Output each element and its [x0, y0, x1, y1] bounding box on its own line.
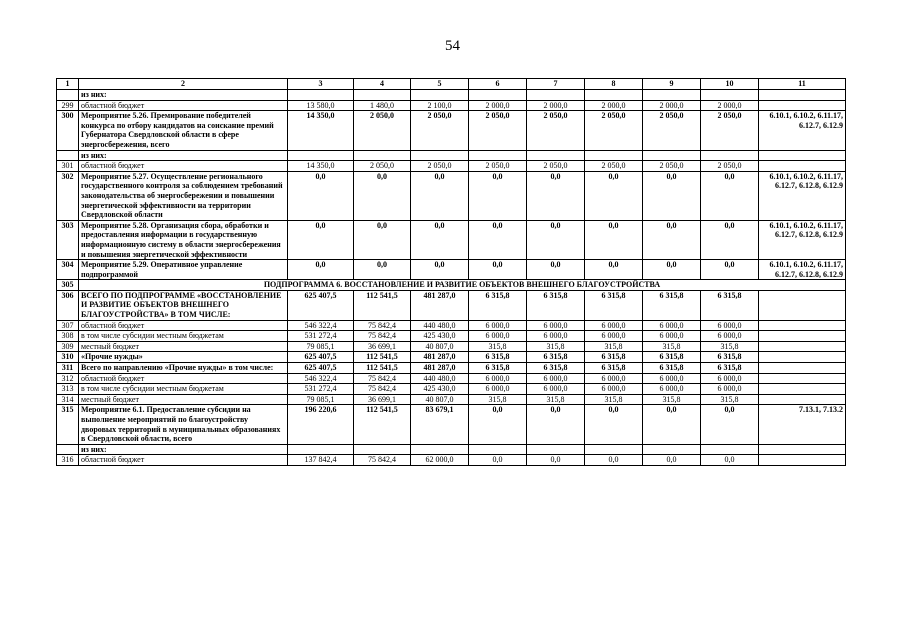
row-number: 303 — [57, 220, 79, 259]
row-value: 315,8 — [469, 341, 527, 352]
row-number: 313 — [57, 384, 79, 395]
row-value — [469, 444, 527, 455]
row-number: 300 — [57, 111, 79, 150]
table-row — [57, 384, 846, 395]
row-description: областной бюджет — [79, 161, 288, 172]
row-value: 2 050,0 — [411, 111, 469, 150]
row-value: 112 541,5 — [354, 405, 411, 444]
row-value: 2 050,0 — [354, 111, 411, 150]
table-row — [57, 373, 846, 384]
row-value: 0,0 — [643, 171, 701, 220]
row-value — [469, 90, 527, 101]
row-description: областной бюджет — [79, 455, 288, 466]
column-header: 5 — [411, 79, 469, 90]
row-value: 425 430,0 — [411, 331, 469, 342]
row-value: 83 679,1 — [411, 405, 469, 444]
table-row — [57, 363, 846, 374]
row-value — [411, 444, 469, 455]
row-value: 6 000,0 — [701, 320, 759, 331]
row-value: 0,0 — [643, 405, 701, 444]
row-value: 6 000,0 — [643, 384, 701, 395]
row-value: 425 430,0 — [411, 384, 469, 395]
row-target-refs — [759, 455, 846, 466]
row-value: 2 050,0 — [701, 111, 759, 150]
row-value: 0,0 — [701, 171, 759, 220]
row-number: 308 — [57, 331, 79, 342]
column-header: 9 — [643, 79, 701, 90]
row-value: 481 287,0 — [411, 290, 469, 320]
row-value: 0,0 — [527, 455, 585, 466]
table-row — [57, 161, 846, 172]
row-value: 315,8 — [585, 341, 643, 352]
row-value: 40 807,0 — [411, 341, 469, 352]
row-value — [469, 150, 527, 161]
table-row — [57, 331, 846, 342]
row-number: 302 — [57, 171, 79, 220]
row-number: 312 — [57, 373, 79, 384]
row-number — [57, 90, 79, 101]
row-value: 440 480,0 — [411, 320, 469, 331]
row-value: 6 000,0 — [643, 320, 701, 331]
row-value — [643, 90, 701, 101]
row-value: 6 315,8 — [643, 363, 701, 374]
row-target-refs — [759, 161, 846, 172]
row-value — [411, 150, 469, 161]
row-value: 112 541,5 — [354, 352, 411, 363]
row-value: 2 050,0 — [469, 111, 527, 150]
row-value — [354, 150, 411, 161]
row-value: 0,0 — [411, 171, 469, 220]
row-description: областной бюджет — [79, 100, 288, 111]
row-value — [288, 444, 354, 455]
row-value: 6 000,0 — [701, 331, 759, 342]
row-value: 2 050,0 — [411, 161, 469, 172]
row-value — [354, 444, 411, 455]
row-value: 75 842,4 — [354, 373, 411, 384]
row-value: 62 000,0 — [411, 455, 469, 466]
row-value: 2 050,0 — [643, 111, 701, 150]
row-value: 0,0 — [469, 455, 527, 466]
row-value: 6 000,0 — [585, 373, 643, 384]
row-value: 2 000,0 — [469, 100, 527, 111]
row-value: 0,0 — [643, 220, 701, 259]
row-value: 625 407,5 — [288, 290, 354, 320]
row-value — [701, 90, 759, 101]
row-value: 0,0 — [354, 260, 411, 280]
row-value: 625 407,5 — [288, 363, 354, 374]
row-target-refs — [759, 373, 846, 384]
row-value: 2 000,0 — [701, 100, 759, 111]
row-value: 0,0 — [354, 220, 411, 259]
row-value: 1 480,0 — [354, 100, 411, 111]
row-value: 6 000,0 — [527, 331, 585, 342]
row-target-refs — [759, 331, 846, 342]
row-value: 6 000,0 — [527, 384, 585, 395]
row-value: 6 315,8 — [585, 352, 643, 363]
row-value: 79 085,1 — [288, 341, 354, 352]
row-value — [585, 90, 643, 101]
row-target-refs — [759, 384, 846, 395]
row-value: 13 580,0 — [288, 100, 354, 111]
row-value: 315,8 — [469, 394, 527, 405]
row-value: 6 315,8 — [469, 363, 527, 374]
row-value: 6 315,8 — [527, 352, 585, 363]
row-value: 40 807,0 — [411, 394, 469, 405]
row-value: 481 287,0 — [411, 352, 469, 363]
row-description: из них: — [79, 90, 288, 101]
row-number — [57, 444, 79, 455]
row-description: областной бюджет — [79, 320, 288, 331]
row-value: 0,0 — [469, 171, 527, 220]
row-description: областной бюджет — [79, 373, 288, 384]
row-value: 315,8 — [701, 394, 759, 405]
row-value: 481 287,0 — [411, 363, 469, 374]
row-value: 2 000,0 — [643, 100, 701, 111]
row-value: 315,8 — [643, 394, 701, 405]
row-value: 6 315,8 — [585, 363, 643, 374]
row-value: 0,0 — [411, 260, 469, 280]
column-header: 11 — [759, 79, 846, 90]
row-number — [57, 150, 79, 161]
column-header: 7 — [527, 79, 585, 90]
table-row — [57, 111, 846, 150]
row-value: 6 000,0 — [643, 331, 701, 342]
table-row — [57, 290, 846, 320]
row-value: 2 050,0 — [527, 161, 585, 172]
row-value: 0,0 — [701, 405, 759, 444]
row-value: 14 350,0 — [288, 111, 354, 150]
row-value: 6 000,0 — [585, 320, 643, 331]
row-value: 0,0 — [585, 260, 643, 280]
row-number: 301 — [57, 161, 79, 172]
row-value: 6 315,8 — [701, 352, 759, 363]
row-target-refs — [759, 320, 846, 331]
row-value: 625 407,5 — [288, 352, 354, 363]
row-value — [585, 150, 643, 161]
row-value: 2 050,0 — [643, 161, 701, 172]
row-target-refs — [759, 341, 846, 352]
row-value — [585, 444, 643, 455]
row-value: 2 000,0 — [527, 100, 585, 111]
row-target-refs: 6.10.1, 6.10.2, 6.11.17, 6.12.7, 6.12.8, 6.12.9 — [759, 260, 846, 280]
row-value: 6 315,8 — [701, 363, 759, 374]
column-header: 1 — [57, 79, 79, 90]
row-value: 6 000,0 — [469, 320, 527, 331]
row-description: Мероприятие 6.1. Предоставление субсидии на выполнение мероприятий по благоустройству дворовых территорий в муниципальных образованиях в Свердловской области, всего — [79, 405, 288, 444]
row-value: 6 000,0 — [701, 384, 759, 395]
row-value: 137 842,4 — [288, 455, 354, 466]
row-value: 6 000,0 — [527, 320, 585, 331]
row-number: 311 — [57, 363, 79, 374]
row-value: 0,0 — [527, 405, 585, 444]
row-value: 0,0 — [288, 220, 354, 259]
row-value: 36 699,1 — [354, 394, 411, 405]
row-target-refs — [759, 444, 846, 455]
page-number: 54 — [445, 38, 460, 54]
row-number: 299 — [57, 100, 79, 111]
table-row — [57, 405, 846, 444]
row-number: 314 — [57, 394, 79, 405]
row-target-refs: 6.10.1, 6.10.2, 6.11.17, 6.12.7, 6.12.9 — [759, 111, 846, 150]
row-value: 315,8 — [643, 341, 701, 352]
row-description: «Прочие нужды» — [79, 352, 288, 363]
row-value — [701, 444, 759, 455]
row-value: 75 842,4 — [354, 455, 411, 466]
row-value — [288, 150, 354, 161]
row-value: 0,0 — [469, 220, 527, 259]
row-value: 0,0 — [469, 405, 527, 444]
row-number: 305 — [57, 280, 79, 291]
row-description: из них: — [79, 150, 288, 161]
row-value: 315,8 — [585, 394, 643, 405]
row-description: Мероприятие 5.28. Организация сбора, обработки и предоставления информации в государственную информационную систему в области энергосбережения и повышения энергетической эффективности — [79, 220, 288, 259]
table-row — [57, 90, 846, 101]
row-target-refs — [759, 90, 846, 101]
row-value: 6 000,0 — [469, 373, 527, 384]
row-value: 6 000,0 — [701, 373, 759, 384]
row-value: 546 322,4 — [288, 320, 354, 331]
row-value: 0,0 — [354, 171, 411, 220]
row-value — [527, 444, 585, 455]
row-value — [701, 150, 759, 161]
row-value: 196 220,6 — [288, 405, 354, 444]
row-value: 112 541,5 — [354, 363, 411, 374]
row-number: 310 — [57, 352, 79, 363]
row-target-refs: 7.13.1, 7.13.2 — [759, 405, 846, 444]
row-description: местный бюджет — [79, 394, 288, 405]
row-target-refs — [759, 394, 846, 405]
row-description: Всего по направлению «Прочие нужды» в том числе: — [79, 363, 288, 374]
row-value: 440 480,0 — [411, 373, 469, 384]
row-value: 0,0 — [527, 171, 585, 220]
row-description: из них: — [79, 444, 288, 455]
row-value — [643, 150, 701, 161]
table-row — [57, 150, 846, 161]
row-value: 0,0 — [288, 260, 354, 280]
table-row — [57, 171, 846, 220]
row-target-refs: 6.10.1, 6.10.2, 6.11.17, 6.12.7, 6.12.8, 6.12.9 — [759, 220, 846, 259]
row-value: 6 000,0 — [585, 331, 643, 342]
table-row — [57, 455, 846, 466]
column-header: 3 — [288, 79, 354, 90]
row-value: 6 315,8 — [527, 290, 585, 320]
column-header: 8 — [585, 79, 643, 90]
section-title: ПОДПРОГРАММА 6. ВОССТАНОВЛЕНИЕ И РАЗВИТИЕ ОБЪЕКТОВ ВНЕШНЕГО БЛАГОУСТРОЙСТВА — [79, 280, 846, 291]
row-value: 0,0 — [701, 260, 759, 280]
row-value: 2 100,0 — [411, 100, 469, 111]
row-target-refs — [759, 150, 846, 161]
table-row — [57, 394, 846, 405]
budget-table — [56, 78, 846, 466]
row-number: 315 — [57, 405, 79, 444]
row-value: 0,0 — [585, 455, 643, 466]
row-value — [643, 444, 701, 455]
row-value: 0,0 — [288, 171, 354, 220]
row-value: 79 085,1 — [288, 394, 354, 405]
row-value: 2 050,0 — [585, 111, 643, 150]
table-row — [57, 100, 846, 111]
row-description: Мероприятие 5.26. Премирование победителей конкурса по отбору кандидатов на соискание премий Губернатора Свердловской области в сфере энергосбережения, всего — [79, 111, 288, 150]
row-value: 0,0 — [701, 220, 759, 259]
row-number: 306 — [57, 290, 79, 320]
row-value: 6 315,8 — [527, 363, 585, 374]
row-value: 75 842,4 — [354, 331, 411, 342]
row-value: 6 000,0 — [527, 373, 585, 384]
row-value — [411, 90, 469, 101]
row-value: 2 050,0 — [527, 111, 585, 150]
table-header-row — [57, 79, 846, 90]
row-target-refs: 6.10.1, 6.10.2, 6.11.17, 6.12.7, 6.12.8, 6.12.9 — [759, 171, 846, 220]
row-value: 2 050,0 — [585, 161, 643, 172]
row-value — [527, 150, 585, 161]
column-header: 2 — [79, 79, 288, 90]
row-value: 6 315,8 — [701, 290, 759, 320]
row-description: в том числе субсидии местным бюджетам — [79, 384, 288, 395]
row-number: 316 — [57, 455, 79, 466]
row-number: 309 — [57, 341, 79, 352]
row-value: 0,0 — [643, 455, 701, 466]
row-value: 315,8 — [527, 341, 585, 352]
row-value: 315,8 — [527, 394, 585, 405]
row-value: 531 272,4 — [288, 384, 354, 395]
row-value — [527, 90, 585, 101]
row-value: 36 699,1 — [354, 341, 411, 352]
table-row — [57, 220, 846, 259]
row-value: 0,0 — [469, 260, 527, 280]
row-description: Мероприятие 5.27. Осуществление регионального государственного контроля за соблюдением требований законодательства об энергосбережении и повышении энергетической эффективности на территории Свердловской области — [79, 171, 288, 220]
row-value: 0,0 — [411, 220, 469, 259]
table-row — [57, 352, 846, 363]
row-value: 315,8 — [701, 341, 759, 352]
column-header: 6 — [469, 79, 527, 90]
row-value: 6 000,0 — [585, 384, 643, 395]
row-value: 6 315,8 — [585, 290, 643, 320]
row-value: 2 050,0 — [469, 161, 527, 172]
row-number: 304 — [57, 260, 79, 280]
table-row — [57, 260, 846, 280]
row-description: в том числе субсидии местным бюджетам — [79, 331, 288, 342]
row-number: 307 — [57, 320, 79, 331]
row-value: 0,0 — [585, 220, 643, 259]
row-value: 6 000,0 — [469, 331, 527, 342]
row-value: 6 315,8 — [469, 290, 527, 320]
row-value: 112 541,5 — [354, 290, 411, 320]
row-target-refs — [759, 100, 846, 111]
row-value: 6 000,0 — [469, 384, 527, 395]
row-value: 0,0 — [527, 220, 585, 259]
row-value: 2 050,0 — [354, 161, 411, 172]
table-row — [57, 444, 846, 455]
row-description: ВСЕГО ПО ПОДПРОГРАММЕ «ВОССТАНОВЛЕНИЕ И РАЗВИТИЕ ОБЪЕКТОВ ВНЕШНЕГО БЛАГОУСТРОЙСТВА» В ТОМ ЧИСЛЕ: — [79, 290, 288, 320]
row-value: 0,0 — [701, 455, 759, 466]
row-value: 2 050,0 — [701, 161, 759, 172]
row-target-refs — [759, 352, 846, 363]
row-value: 6 315,8 — [643, 352, 701, 363]
row-value: 2 000,0 — [585, 100, 643, 111]
row-value: 0,0 — [585, 171, 643, 220]
row-value: 546 322,4 — [288, 373, 354, 384]
row-value: 0,0 — [527, 260, 585, 280]
row-value: 14 350,0 — [288, 161, 354, 172]
row-value — [354, 90, 411, 101]
row-value: 6 315,8 — [643, 290, 701, 320]
table-row — [57, 320, 846, 331]
column-header: 10 — [701, 79, 759, 90]
row-description: Мероприятие 5.29. Оперативное управление подпрограммой — [79, 260, 288, 280]
table-row — [57, 280, 846, 291]
row-value: 0,0 — [585, 405, 643, 444]
row-value: 0,0 — [643, 260, 701, 280]
row-value — [288, 90, 354, 101]
row-value: 75 842,4 — [354, 384, 411, 395]
row-value: 6 000,0 — [643, 373, 701, 384]
column-header: 4 — [354, 79, 411, 90]
table-row — [57, 341, 846, 352]
row-value: 531 272,4 — [288, 331, 354, 342]
row-value: 6 315,8 — [469, 352, 527, 363]
row-description: местный бюджет — [79, 341, 288, 352]
row-target-refs — [759, 290, 846, 320]
row-target-refs — [759, 363, 846, 374]
row-value: 75 842,4 — [354, 320, 411, 331]
